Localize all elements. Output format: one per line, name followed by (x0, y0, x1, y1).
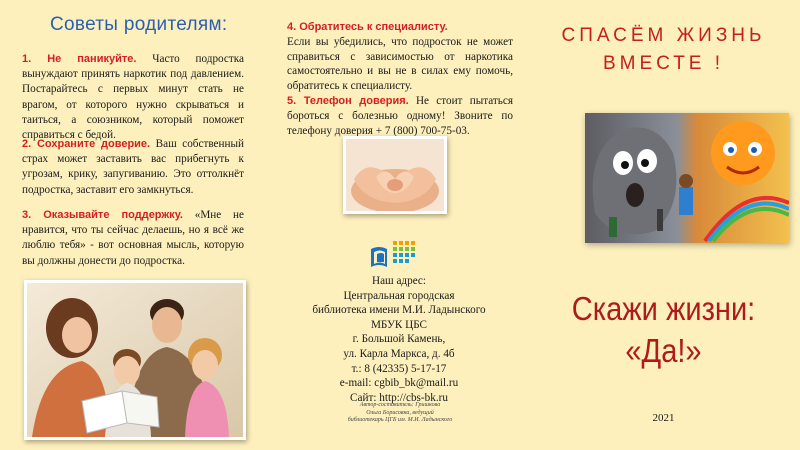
phone-number: 8 (42335) 5-17-17 (364, 362, 447, 375)
address-line: МБУК ЦБС (370, 318, 428, 331)
say-line: «Да!» (625, 332, 702, 369)
advice-items-4-5 (287, 20, 513, 138)
address-line: Центральная городская (343, 289, 455, 302)
advice-item-3 (22, 208, 244, 269)
email-line (295, 376, 503, 391)
advice-text: «Мне не нравится, что ты сейчас делаешь, но я всё же люблю тебя» - вот основная мысль, которую вы должны донести до подростка. (22, 209, 245, 267)
address-line: библиотека имени М.И. Ладынского (312, 304, 486, 317)
panel-advice (0, 0, 265, 450)
address-label: Наш адрес: (371, 275, 427, 287)
panel-cover (527, 0, 800, 450)
advice-heading: 3. Оказывайте поддержку. (22, 209, 183, 221)
advice-title: Советы родителям: (50, 14, 228, 35)
site-link[interactable]: http://cbs-bk.ru (379, 391, 448, 404)
phone-line (295, 362, 503, 377)
advice-item-4 (287, 20, 513, 94)
family-reading-photo (24, 280, 246, 440)
advice-text: Часто подростка вынуждают принять наркотик под давлением. Постарайтесь с первых минут стать не врагом, от которого нужно скрываться и таиться, а союзником, который поможет справиться с бедой. (22, 53, 245, 142)
advice-heading: 4. Обратитесь к специалисту. (287, 21, 448, 33)
anti-drug-drawing (585, 113, 789, 243)
author-line: библиотекарь ЦГБ им. М.И. Ладынского (347, 417, 453, 424)
author-line: Автор-составитель: Гришкова (359, 402, 441, 408)
phone-label: т.: (351, 362, 362, 375)
slogan (547, 22, 780, 78)
email-label: e-mail: (339, 377, 372, 390)
address-line: г. Большой Камень, (352, 333, 446, 346)
hands-photo (343, 136, 447, 214)
advice-heading: 5. Телефон доверия. (287, 94, 409, 107)
library-logo-icon (369, 237, 423, 271)
say-line: Скажи жизни: (571, 290, 756, 327)
advice-heading: 1. Не паникуйте. (22, 53, 137, 65)
slogan-line: СПАСЁМ ЖИЗНЬ (561, 25, 766, 46)
year: 2021 (652, 412, 675, 424)
address-line: ул. Карла Маркса, д. 4б (343, 347, 455, 360)
advice-text: Ваш собственный страх может заставить вас прибегнуть к угрозам, крику, запугиванию. Это оттолкнёт подростка, заставит его замкнуться. (22, 138, 244, 196)
advice-heading: 2. Сохраните доверие. (22, 138, 151, 150)
author-credit (305, 402, 495, 425)
advice-item-2 (22, 137, 244, 198)
panel-contacts (265, 0, 527, 450)
slogan-line: ВМЕСТЕ ! (602, 53, 725, 74)
say-yes-to-life (552, 288, 775, 372)
library-address (295, 274, 503, 405)
author-line: Ольга Борисовна, ведущий (366, 409, 434, 416)
site-label: Сайт: (350, 391, 377, 404)
advice-item-1 (22, 52, 244, 143)
advice-item-5 (287, 94, 513, 138)
advice-text: Если вы убедились, что подросток не может справиться с зависимостью от наркотика самостоятельно и вы не в силах ему помочь, обратитесь к специалисту. (287, 35, 513, 93)
advice-text: Не стоит пытаться бороться с болезнью одному! Звоните по телефону доверия + 7 (800) 700-75-03. (287, 94, 514, 137)
email-address[interactable]: cgbib_bk@mail.ru (374, 377, 459, 390)
